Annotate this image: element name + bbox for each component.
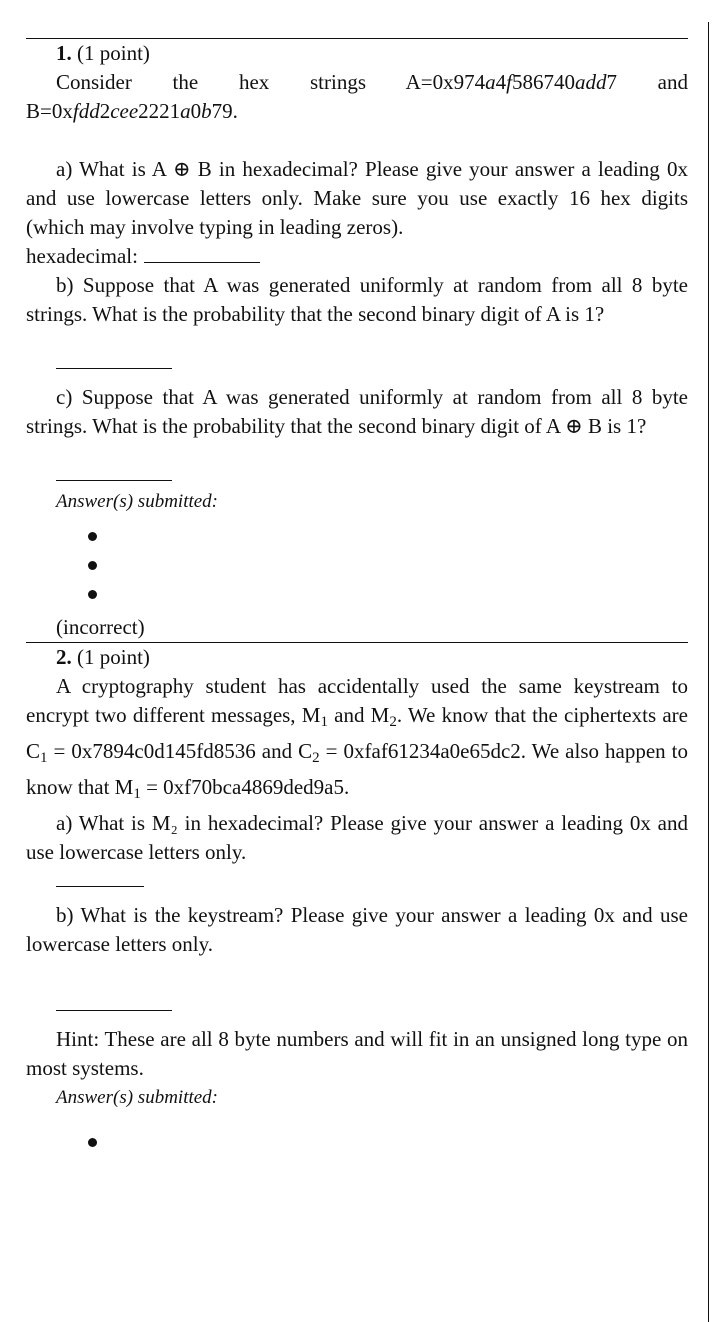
problem-1-part-c: c) Suppose that A was generated uniformly at random from all 8 byte strings. What is the probability that the second binary digit of A ⊕ B is 1? bbox=[26, 385, 688, 438]
problem-1-points: (1 point) bbox=[77, 41, 150, 65]
problem-1-intro: Consider the hex strings A=0x974a4f586740add7 and bbox=[56, 70, 688, 94]
keystream-answer-input[interactable] bbox=[56, 1009, 172, 1011]
problem-1-header bbox=[26, 39, 688, 68]
problem-2-part-b: b) What is the keystream? Please give your answer a leading 0x and use lowercase letters only. bbox=[26, 903, 688, 956]
part-b-answer-input[interactable] bbox=[56, 367, 172, 369]
problem-2-points: (1 point) bbox=[77, 645, 150, 669]
submitted-answer-bullet bbox=[84, 522, 688, 551]
problem-2-number: 2. bbox=[56, 645, 72, 669]
hex-answer-row bbox=[26, 242, 688, 271]
problem-column bbox=[26, 0, 688, 1157]
submitted-answers-list-1 bbox=[26, 522, 688, 609]
problem-2-hint: Hint: These are all 8 byte numbers and will fit in an unsigned long type on most systems. bbox=[26, 1027, 688, 1080]
problem-2-part-a: a) What is M₂ in hexadecimal? Please give your answer a leading 0x and use lowercase letters only. bbox=[26, 811, 688, 864]
problem-2-header bbox=[26, 643, 688, 672]
problem-1-intro-b: B=0xfdd2cee2221a0b79. bbox=[26, 99, 238, 123]
submitted-answer-bullet bbox=[84, 551, 688, 580]
result-status: (incorrect) bbox=[56, 615, 145, 639]
problem-1-part-a: a) What is A ⊕ B in hexadecimal? Please give your answer a leading 0x and use lowercase letters only. Make sure you use exactly 16 hex digits (which may involve typing in leading zeros). bbox=[26, 157, 688, 239]
answers-submitted-label-2: Answer(s) submitted: bbox=[56, 1087, 219, 1108]
answers-submitted-label-1: Answer(s) submitted: bbox=[56, 491, 219, 512]
problem-1-number: 1. bbox=[56, 41, 72, 65]
m2-answer-input[interactable] bbox=[56, 885, 144, 887]
part-c-answer-input[interactable] bbox=[56, 479, 172, 481]
submitted-answer-bullet bbox=[84, 1128, 688, 1157]
hex-answer-input[interactable] bbox=[144, 261, 260, 263]
right-column-rule bbox=[708, 22, 709, 1322]
problem-2-intro: A cryptography student has accidentally used the same keystream to encrypt two different messages, $M_1$ and $M_2$. We know that the ciphertexts are $C_1 = 0x7894c0d145fd8536$ and $C_2$ = 0xfaf61234a0e65dc2. We also happen to know that $M_1 = 0xf70bca4869ded9a5$. bbox=[26, 674, 689, 802]
submitted-answers-list-2 bbox=[26, 1128, 688, 1157]
submitted-answer-bullet bbox=[84, 580, 688, 609]
hex-answer-label: hexadecimal: bbox=[26, 244, 138, 268]
problem-1-part-b: b) Suppose that A was generated uniformly at random from all 8 byte strings. What is the probability that the second binary digit of A is 1? bbox=[26, 273, 688, 326]
